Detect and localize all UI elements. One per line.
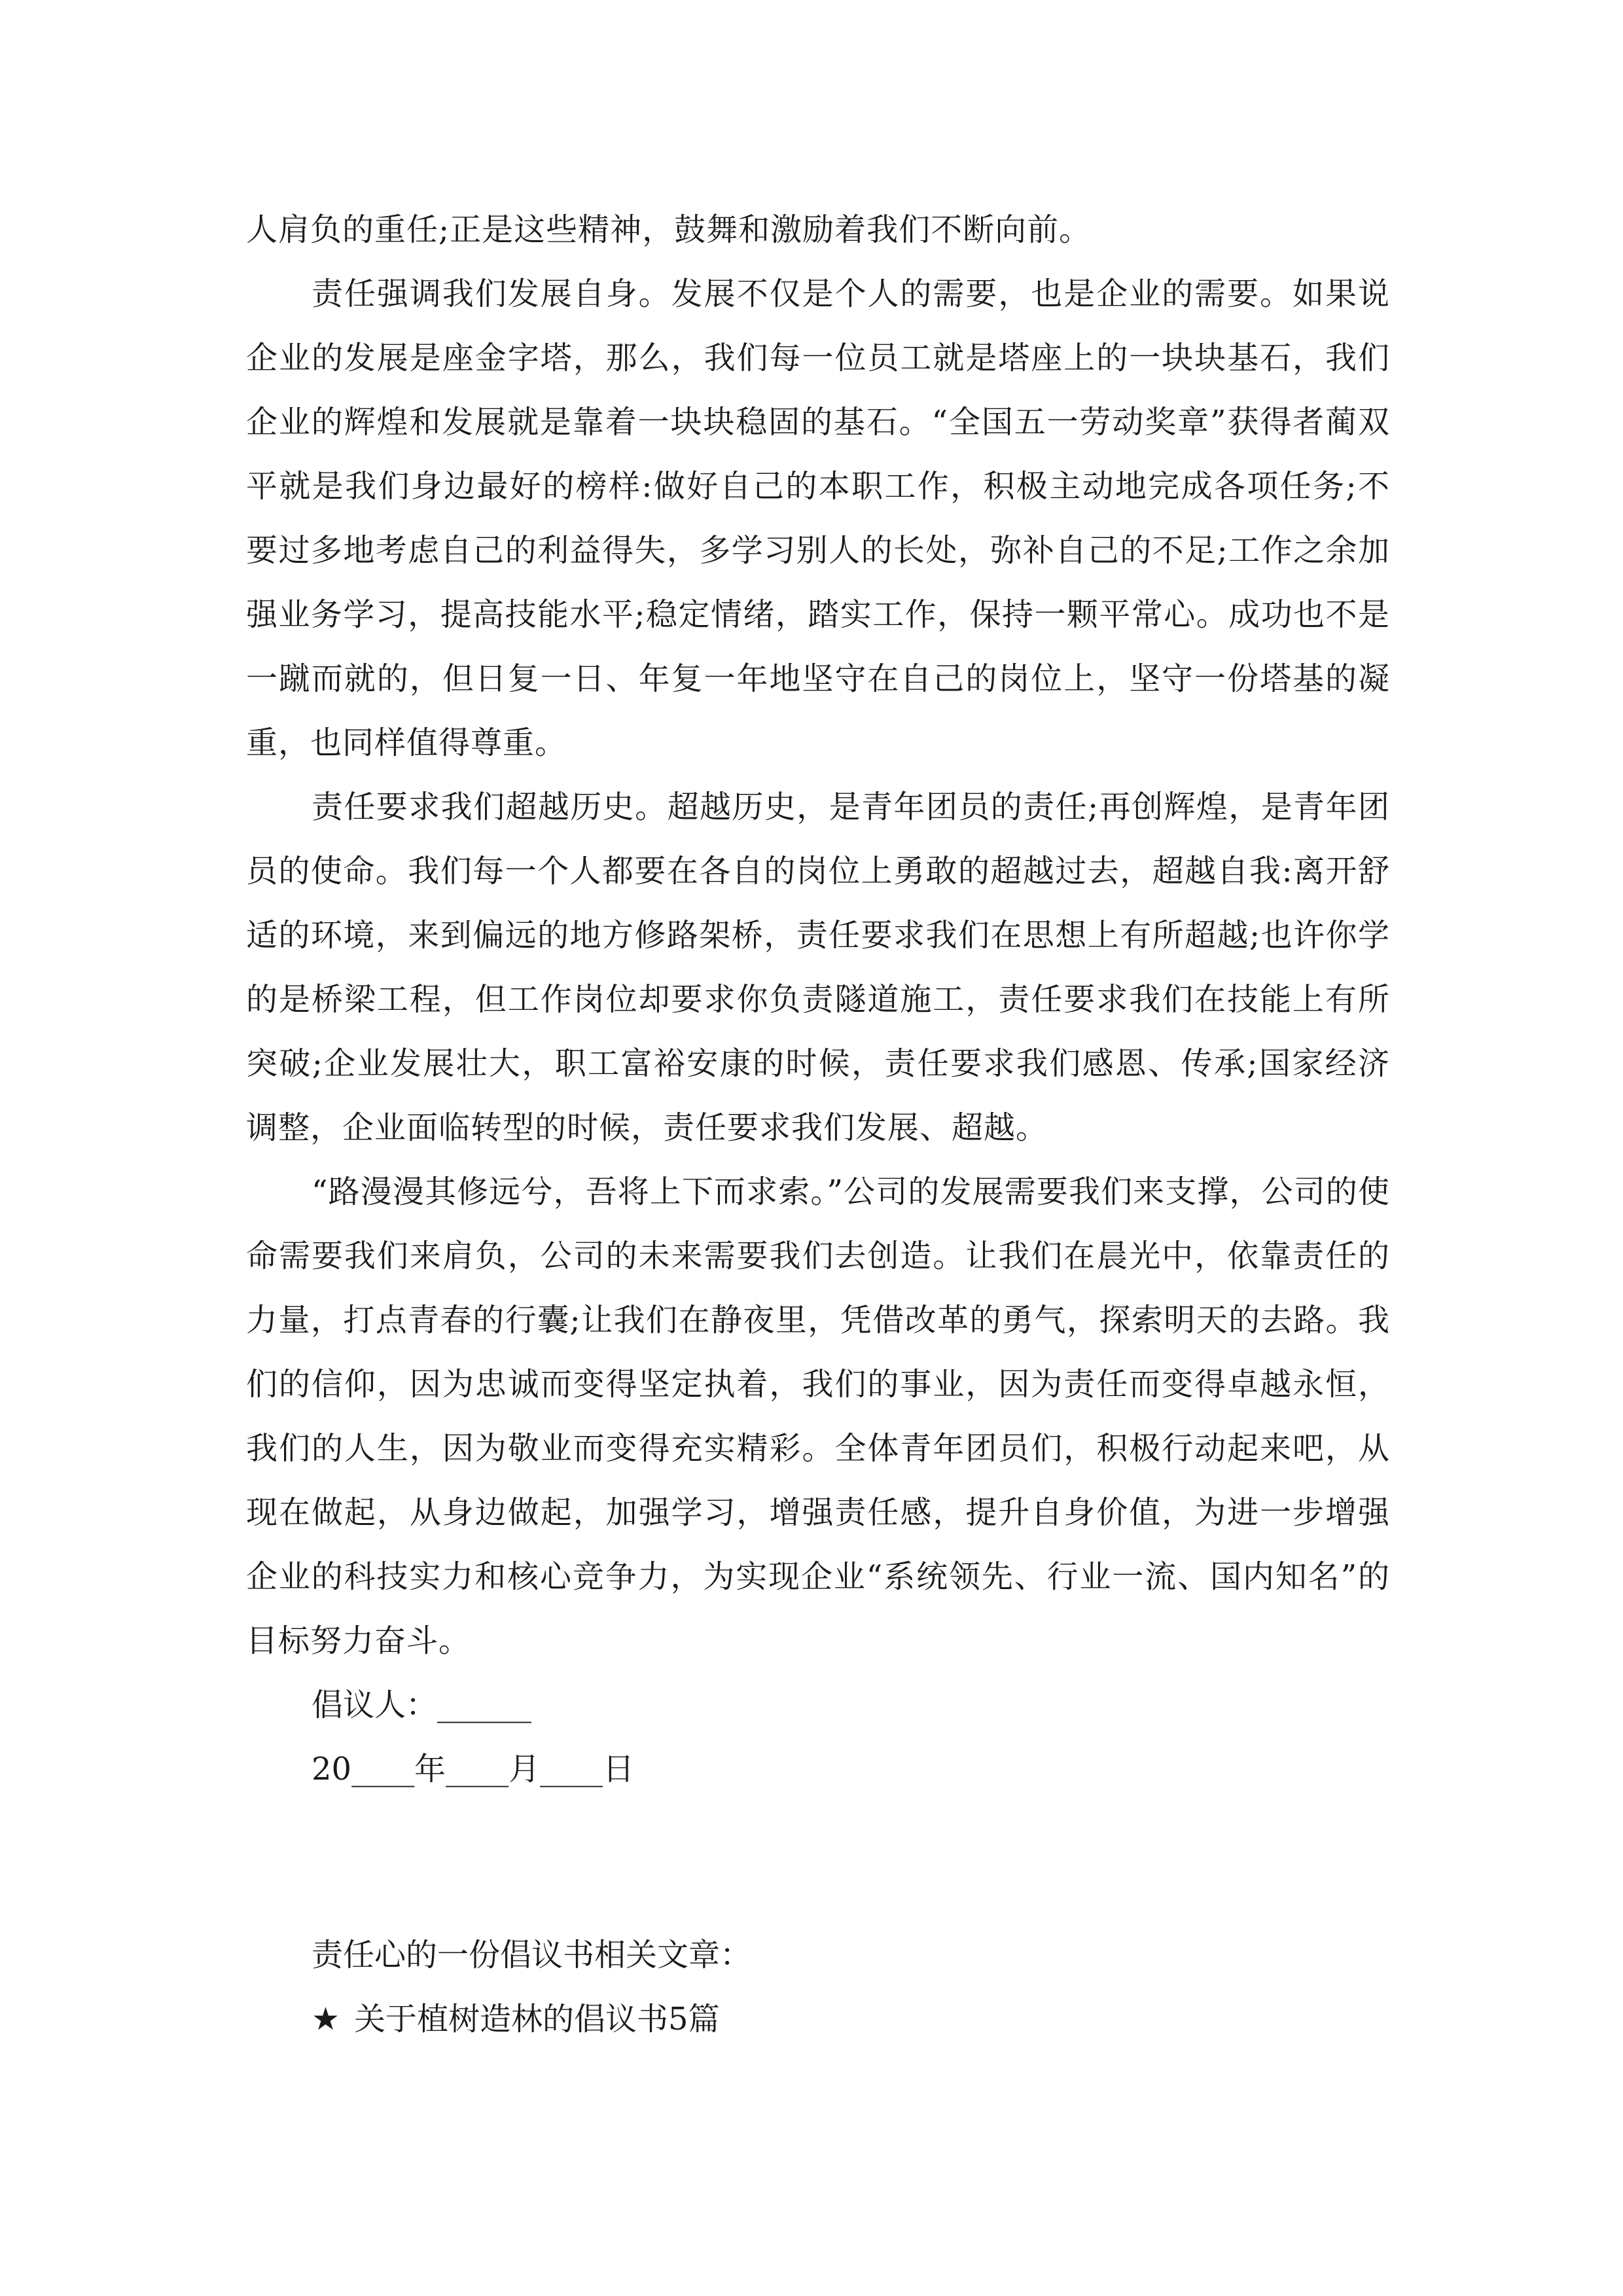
document-body <box>246 198 1390 2051</box>
related-articles-title: 责任心的一份倡议书相关文章： <box>312 1937 752 1973</box>
related-article-text[interactable]: 关于植树造林的倡议书5篇 <box>354 2001 720 2037</box>
related-article-link[interactable] <box>246 1987 1390 2051</box>
paragraph-surpass-history: 责任要求我们超越历史。超越历史，是青年团员的责任;再创辉煌，是青年团员的使命。我们每一个人都要在各自的岗位上勇敢的超越过去，超越自我:离开舒适的环境，来到偏远的地方修路架桥，责任要求我们在思想上有所超越;也许你学的是桥梁工程，但工作岗位却要求你负责隧道施工，责任要求我们在技能上有所突破;企业发展壮大，职工富裕安康的时候，责任要求我们感恩、传承;国家经济调整，企业面临转型的时候，责任要求我们发展、超越。 <box>246 789 1390 1146</box>
paragraph-call-to-action: “路漫漫其修远兮，吾将上下而求索。”公司的发展需要我们来支撑，公司的使命需要我们来肩负，公司的未来需要我们去创造。让我们在晨光中，依靠责任的力量，打点青春的行囊;让我们在静夜里，凭借改革的勇气，探索明天的去路。我们的信仰，因为忠诚而变得坚定执着，我们的事业，因为责任而变得卓越永恒，我们的人生，因为敬业而变得充实精彩。全体青年团员们，积极行动起来吧，从现在做起，从身边做起，加强学习，增强责任感，提升自身价值，为进一步增强企业的科技实力和核心竞争力，为实现企业“系统领先、行业一流、国内知名”的目标努力奋斗。 <box>246 1174 1390 1659</box>
star-icon: ★ <box>312 2001 340 2037</box>
date-line: 20____年____月____日 <box>312 1751 635 1787</box>
paragraph-continuation: 人肩负的重任;正是这些精神，鼓舞和激励着我们不断向前。 <box>246 211 1092 248</box>
paragraph-self-development: 责任强调我们发展自身。发展不仅是个人的需要，也是企业的需要。如果说企业的发展是座金字塔，那么，我们每一位员工就是塔座上的一块块基石，我们企业的辉煌和发展就是靠着一块块稳固的基石。“全国五一劳动奖章”获得者蔺双平就是我们身边最好的榜样:做好自己的本职工作，积极主动地完成各项任务;不要过多地考虑自己的利益得失，多学习别人的长处，弥补自己的不足;工作之余加强业务学习，提高技能水平;稳定情绪，踏实工作，保持一颗平常心。成功也不是一蹴而就的，但日复一日、年复一年地坚守在自己的岗位上，坚守一份塔基的凝重，也同样值得尊重。 <box>246 276 1390 761</box>
proposer-line: 倡议人：______ <box>312 1687 532 1723</box>
